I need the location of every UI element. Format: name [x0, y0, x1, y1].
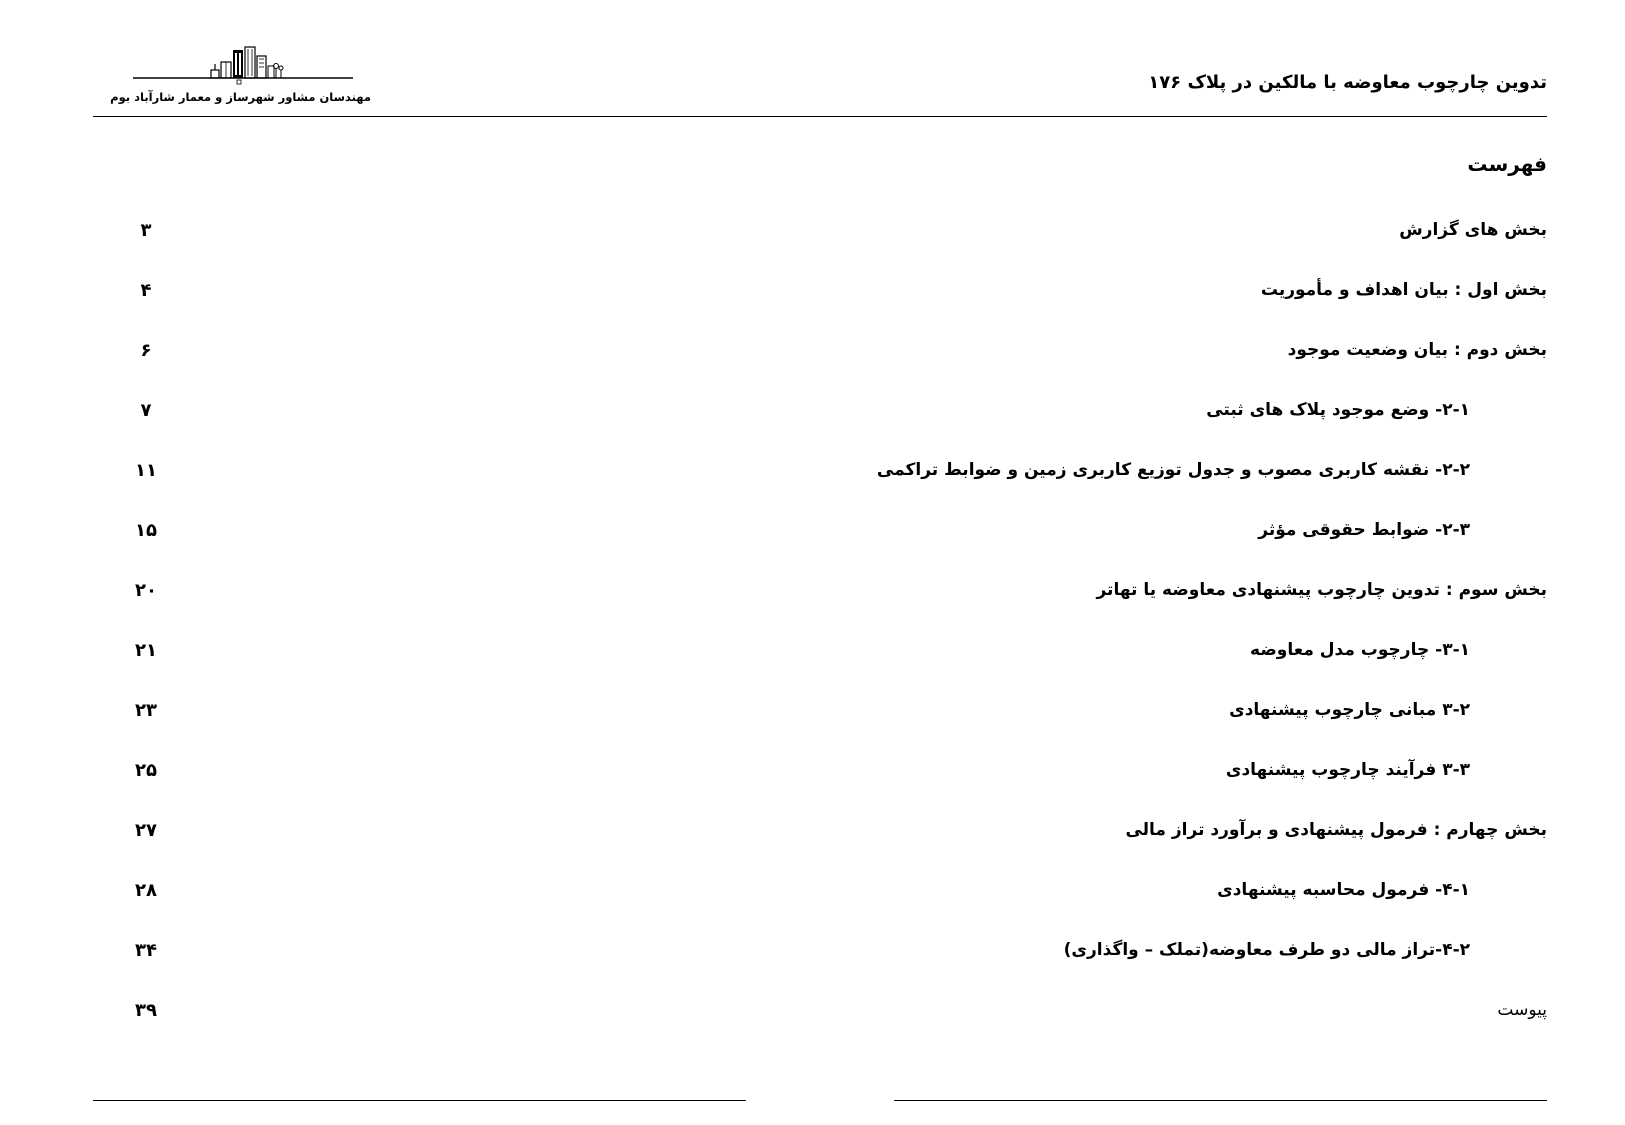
toc-entry-page: ۳۴ — [135, 940, 157, 961]
footer-divider-right — [894, 1100, 1547, 1101]
toc-entry-page: ۲۵ — [135, 760, 157, 781]
toc-entry-label: ۳-۱- چارچوب مدل معاوضه — [1250, 640, 1470, 660]
toc-entry-page: ۷ — [140, 400, 152, 421]
toc-heading: فهرست — [1467, 152, 1547, 176]
toc-entry-page: ۶ — [140, 340, 152, 361]
toc-entry-page: ۲۸ — [135, 880, 157, 901]
toc-entry[interactable] — [0, 456, 1625, 488]
toc-entry-page: ۲۷ — [135, 820, 157, 841]
toc-entry-label: ۲-۳- ضوابط حقوقی مؤثر — [1258, 520, 1470, 540]
toc-entry-page: ۲۰ — [135, 580, 157, 601]
toc-entry[interactable] — [0, 396, 1625, 428]
toc-entry-label: ۳-۲ مبانی چارچوب پیشنهادی — [1229, 700, 1470, 720]
toc-entry-label: ۴-۱- فرمول محاسبه پیشنهادی — [1217, 880, 1470, 900]
toc-entry-page: ۴ — [140, 280, 152, 301]
toc-entry[interactable] — [0, 996, 1625, 1028]
toc-entry-label: ۲-۲- نقشه کاربری مصوب و جدول توزیع کاربری زمین و ضوابط تراکمی — [876, 460, 1470, 480]
toc-entry[interactable] — [0, 636, 1625, 668]
document-title: تدوین چارچوب معاوضه با مالکین در پلاک ۱۷۶ — [1148, 72, 1547, 93]
toc-entry-page: ۳۹ — [135, 1000, 157, 1021]
toc-entry-label: ۳-۳ فرآیند چارچوب پیشنهادی — [1225, 760, 1470, 780]
toc-entry-page: ۲۳ — [135, 700, 157, 721]
toc-entry-page: ۱۵ — [135, 520, 157, 541]
toc-entry[interactable] — [0, 756, 1625, 788]
toc-entry[interactable] — [0, 876, 1625, 908]
toc-entry[interactable] — [0, 216, 1625, 248]
toc-entry[interactable] — [0, 816, 1625, 848]
toc-entry-label: بخش های گزارش — [1399, 220, 1547, 240]
toc-entry[interactable] — [0, 936, 1625, 968]
toc-entry[interactable] — [0, 696, 1625, 728]
toc-entry[interactable] — [0, 276, 1625, 308]
toc-entry-label: ۴-۲-تراز مالی دو طرف معاوضه(تملک – واگذاری) — [1063, 940, 1470, 960]
toc-entry-page: ۳ — [140, 220, 152, 241]
toc-entry[interactable] — [0, 576, 1625, 608]
toc-entry-label: پیوست — [1497, 1000, 1547, 1020]
toc-entry[interactable] — [0, 516, 1625, 548]
toc-entry[interactable] — [0, 336, 1625, 368]
toc-entry-label: بخش اول : بیان اهداف و مأموریت — [1260, 280, 1547, 300]
logo-caption: مهندسان مشاور شهرساز و معمار شارآباد بوم — [110, 90, 371, 104]
footer-divider-left — [93, 1100, 746, 1101]
toc-entry-label: ۲-۱- وضع موجود پلاک های ثبتی — [1206, 400, 1470, 420]
toc-entry-label: بخش سوم : تدوین چارچوب پیشنهادی معاوضه یا تهاتر — [1096, 580, 1547, 600]
toc-entry-label: بخش دوم : بیان وضعیت موجود — [1287, 340, 1547, 360]
toc-entry-page: ۱۱ — [135, 460, 157, 481]
toc-entry-page: ۲۱ — [135, 640, 157, 661]
toc-entry-label: بخش چهارم : فرمول پیشنهادی و برآورد تراز مالی — [1125, 820, 1547, 840]
